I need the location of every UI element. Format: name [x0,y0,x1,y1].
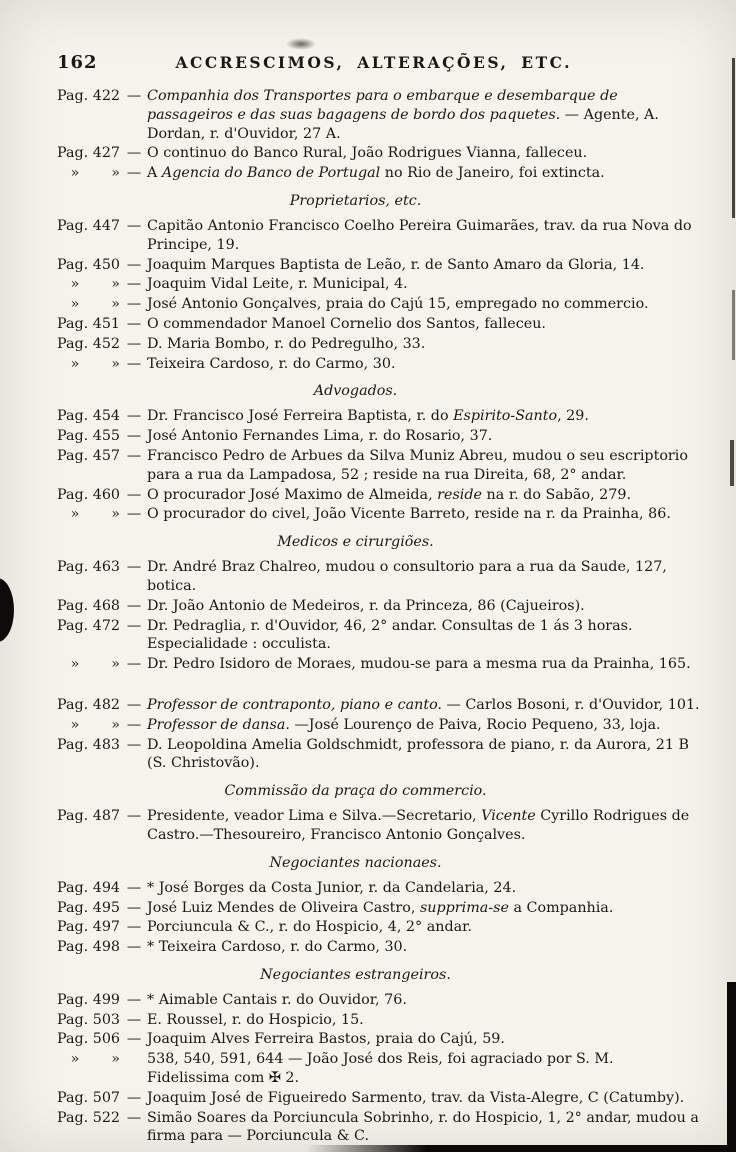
entry-page-label: Pag. 494 [57,879,121,896]
entry-text-segment: José Antonio Gonçalves, praia do Cajú 15, empregado no commercio. [147,296,649,313]
entry-text [147,1109,700,1147]
entry-text [147,427,700,446]
entry-text-segment: O commendador Manoel Cornelio dos Santos, falleceu. [147,315,546,332]
entry-text [147,918,700,937]
entry-text [147,807,700,845]
entry-row [57,505,700,524]
entry-page-label: Pag. 454 [57,408,121,425]
entry-dash: — [126,165,142,182]
entry-text [147,938,700,957]
entry-dash: — [126,1089,142,1106]
entry-page-label: Pag. 472 [57,617,121,634]
entry-text-segment: Simão Soares da Porciuncula Sobrinho, r. do Hospicio, 1, 2° andar, mudou a firma para — Porciuncula & C. [147,1109,699,1145]
entry-dash: — [126,355,142,372]
entry-page-label: Pag. 427 [57,145,121,162]
entry-page-label: Pag. 457 [57,447,121,464]
entry-dash: — [126,879,142,896]
entries [0,77,736,1146]
entry-row [57,918,700,937]
entry-text-segment: A [147,165,162,182]
entry-text-segment: O continuo do Banco Rural, João Rodrigues Vianna, falleceu. [147,145,588,162]
page-number: 162 [57,52,98,73]
entry-page-label: » » [57,165,120,182]
section-heading: Negociantes estrangeiros. [260,966,451,983]
entry-dash: — [126,597,142,614]
entry-row [57,1089,700,1108]
entry-dash: — [126,991,142,1008]
entry-text [147,335,700,354]
entry-text [147,1050,700,1088]
entry-row [57,427,700,446]
entry-text [147,87,700,143]
entry-dash: — [126,716,142,733]
entry-page-label: » » [57,355,120,372]
entry-dash: — [126,899,142,916]
entry-row [57,87,700,143]
entry-text-segment: Dr. Francisco José Ferreira Baptista, r. do [147,408,454,425]
entry-text-segment: José Luiz Mendes de Oliveira Castro, [147,899,420,916]
entry-text-segment: Dr. João Antonio de Medeiros, r. da Princeza, 86 (Cajueiros). [147,597,585,614]
entry-page-label: » » [57,276,120,293]
entry-page-label: » » [57,656,120,673]
entry-page-label: Pag. 507 [57,1089,121,1106]
entry-row [57,899,700,918]
entry-page-label: Pag. 497 [57,919,121,936]
entry-row [57,558,700,596]
entry-row [57,991,700,1010]
entry-text-segment: Joaquim Alves Ferreira Bastos, praia do Cajú, 59. [147,1031,505,1048]
entry-row [57,597,700,616]
section-heading: Advogados. [313,383,398,400]
entry-dash: — [126,408,142,425]
entry-page-label: Pag. 450 [57,256,121,273]
entry-text-segment: —José Lourenço de Paiva, Rocio Pequeno, 33, loja. [289,716,661,733]
entry-page-label: Pag. 503 [57,1011,121,1028]
entry-dash: — [126,919,142,936]
entry-text-segment: O procurador José Maximo de Almeida, [147,486,438,503]
entry-text-segment: Presidente, veador Lima e Silva.—Secretario, [147,808,482,825]
entry-text [147,355,700,374]
entry-text-segment: no Rio de Janeiro, foi extincta. [380,165,605,182]
entry-text-italic-segment: reside [437,486,482,503]
section-heading: Medicos e cirurgiões. [277,534,434,551]
page-header [0,0,736,77]
entry-text [147,617,700,655]
entry-text-segment: Teixeira Cardoso, r. do Carmo, 30. [147,355,396,372]
entry-row [57,315,700,334]
entry-text [147,879,700,898]
entry-row [57,696,700,715]
entry-page-label: Pag. 455 [57,428,121,445]
entry-row [57,1109,700,1147]
entry-dash: — [126,559,142,576]
entry-page-label: » » [57,716,120,733]
entry-row [57,275,700,294]
entry-dash: — [126,808,142,825]
entry-row [57,217,700,255]
entry-row [57,144,700,163]
entry-text-segment: Joaquim Vidal Leite, r. Municipal, 4. [147,276,408,293]
entry-dash: — [126,88,142,104]
entry-page-label: Pag. 483 [57,736,121,753]
entry-text-segment: Cyrillo Rodrigues de Castro.—Thesoureiro, Francisco Antonio Gonçalves. [147,808,690,843]
entry-dash: — [126,217,142,234]
entry-text [147,736,700,774]
entry-text [147,1011,700,1030]
entry-text [147,295,700,314]
entry-text [147,696,700,715]
entry-text-segment: Joaquim Marques Baptista de Leão, r. de Santo Amaro da Gloria, 14. [147,256,645,273]
entry-row [57,879,700,898]
entry-text-segment: * Aimable Cantais r. do Ouvidor, 76. [147,991,407,1008]
entry-dash: — [126,1109,142,1126]
entry-row [57,716,700,735]
entry-text-segment: Porciuncula & C., r. do Hospicio, 4, 2° andar. [147,919,472,936]
entry-dash: — [126,256,142,273]
entry-text-italic-segment: Agencia do Banco de Portugal [161,165,381,182]
entry-text-segment: D. Maria Bombo, r. do Pedregulho, 33. [147,335,426,352]
entry-text-italic-segment: Professor de dansa. [147,716,290,733]
entry-text-italic-segment: Espirito-Santo [453,408,558,425]
entry-page-label: Pag. 498 [57,939,121,956]
entry-row [57,1030,700,1049]
entry-page-label: Pag. 468 [57,597,121,614]
entry-page-label: Pag. 522 [57,1109,121,1126]
entry-row [57,256,700,275]
page-title: ACCRESCIMOS, ALTERAÇÕES, ETC. [175,53,573,72]
entry-page-label: Pag. 463 [57,559,121,576]
entry-dash: — [126,145,142,162]
entry-page-label: Pag. 506 [57,1031,121,1048]
entry-text-segment: 538, 540, 591, 644 — João José dos Reis, foi agraciado por S. M. Fidelissima com ✠ 2. [147,1051,614,1087]
entry-row [57,164,700,183]
entry-text-segment: * Teixeira Cardoso, r. do Carmo, 30. [147,939,408,956]
entry-dash: — [126,447,142,464]
entry-text [147,315,700,334]
entry-dash: — [126,617,142,634]
entry-page-label: Pag. 495 [57,899,121,916]
entry-text [147,1089,700,1108]
entry-dash: — [126,1011,142,1028]
entry-text-segment: Joaquim José de Figueiredo Sarmento, trav. da Vista-Alegre, C (Catumby). [147,1089,685,1106]
entry-text-italic-segment: supprima-se [419,899,509,916]
entry-row [57,736,700,774]
entry-dash: — [126,506,142,523]
entry-page-label: Pag. 499 [57,991,121,1008]
entry-page-label: Pag. 452 [57,335,121,352]
section-heading: Negociantes nacionaes. [269,854,442,871]
entry-row [57,407,700,426]
entry-text-segment: E. Roussel, r. do Hospicio, 15. [147,1011,364,1028]
entry-page-label: » » [57,296,120,313]
entry-text-italic-segment: Companhia dos Transportes para o embarque e desembarque de passageiros e das suas bagagens de bordo dos paquetes. [147,88,618,123]
entry-dash: — [126,1031,142,1048]
entry-text-italic-segment: Vicente [481,808,536,825]
entry-text-segment: na r. do Sabão, 279. [482,486,632,503]
entry-text [147,1030,700,1049]
entry-text-segment: O procurador do civel, João Vicente Barreto, reside na r. da Prainha, 86. [147,506,671,523]
entry-row [57,1011,700,1030]
entry-text [147,558,700,596]
entry-row [57,447,700,485]
entry-text-segment: , 29. [557,408,589,425]
section-heading: Commissão da praça do commercio. [224,783,487,800]
entry-dash: — [126,428,142,445]
entry-text [147,407,700,426]
entry-dash: — [126,486,142,503]
entry-page-label: Pag. 422 [57,88,121,104]
entry-row [57,355,700,374]
entry-text [147,486,700,505]
entry-text [147,655,700,674]
entry-text-italic-segment: Professor de contraponto, piano e canto. [147,696,442,713]
entry-text-segment: Francisco Pedro de Arbues da Silva Muniz Abreu, mudou o seu escriptorio para a rua da Lampadosa, 52 ; reside na rua Direita, 68, 2° andar. [147,447,688,483]
entry-text-segment: * José Borges da Costa Junior, r. da Candelaria, 24. [147,879,517,896]
entry-page-label: Pag. 482 [57,696,121,713]
entry-page-label: Pag. 447 [57,217,121,234]
entry-dash: — [126,696,142,713]
entry-text-segment: Capitão Antonio Francisco Coelho Pereira Guimarães, trav. da rua Nova do Principe, 19. [147,217,692,253]
entry-text [147,256,700,275]
entry-page-label: Pag. 487 [57,808,121,825]
entry-row [57,938,700,957]
entry-text-segment: Dr. Pedro Isidoro de Moraes, mudou-se para a mesma rua da Prainha, 165. [147,656,691,673]
entry-row [57,1050,700,1088]
entry-text-segment: D. Leopoldina Amelia Goldschmidt, professora de piano, r. da Aurora, 21 B (S. Christovão). [147,736,689,772]
entry-text-segment: Dr. Pedraglia, r. d'Ouvidor, 46, 2° andar. Consultas de 1 ás 3 horas. Especialidade : occulista. [147,617,633,653]
entry-row [57,617,700,655]
entry-row [57,486,700,505]
entry-text [147,447,700,485]
entry-page-label: » » [57,1051,120,1068]
entry-dash: — [126,656,142,673]
entry-page-label: » » [57,506,120,523]
entry-dash: — [126,939,142,956]
entry-text [147,716,700,735]
entry-dash: — [126,335,142,352]
entry-text-segment: Dr. André Braz Chalreo, mudou o consultorio para a rua da Saude, 127, botica. [147,559,667,594]
entry-text [147,275,700,294]
entry-dash: — [126,276,142,293]
entry-text [147,217,700,255]
section-heading: Proprietarios, etc. [289,192,422,209]
entry-row [57,807,700,845]
entry-page-label: Pag. 451 [57,315,121,332]
entry-dash: — [126,296,142,313]
entry-text-segment: a Companhia. [508,899,614,916]
entry-row [57,295,700,314]
entry-row [57,655,700,674]
entry-page-label: Pag. 460 [57,486,121,503]
entry-text-segment: José Antonio Fernandes Lima, r. do Rosario, 37. [147,428,493,445]
entry-text [147,164,700,183]
entry-text [147,144,700,163]
entry-dash: — [126,736,142,753]
entry-text [147,505,700,524]
entry-text-segment: — Agente, A. Dordan, r. d'Ouvidor, 27 A. [147,106,659,142]
entry-text [147,991,700,1010]
entry-row [57,335,700,354]
entry-text [147,597,700,616]
entry-text [147,899,700,918]
entry-dash: — [126,315,142,332]
entry-text-segment: — Carlos Bosoni, r. d'Ouvidor, 101. [441,696,700,713]
